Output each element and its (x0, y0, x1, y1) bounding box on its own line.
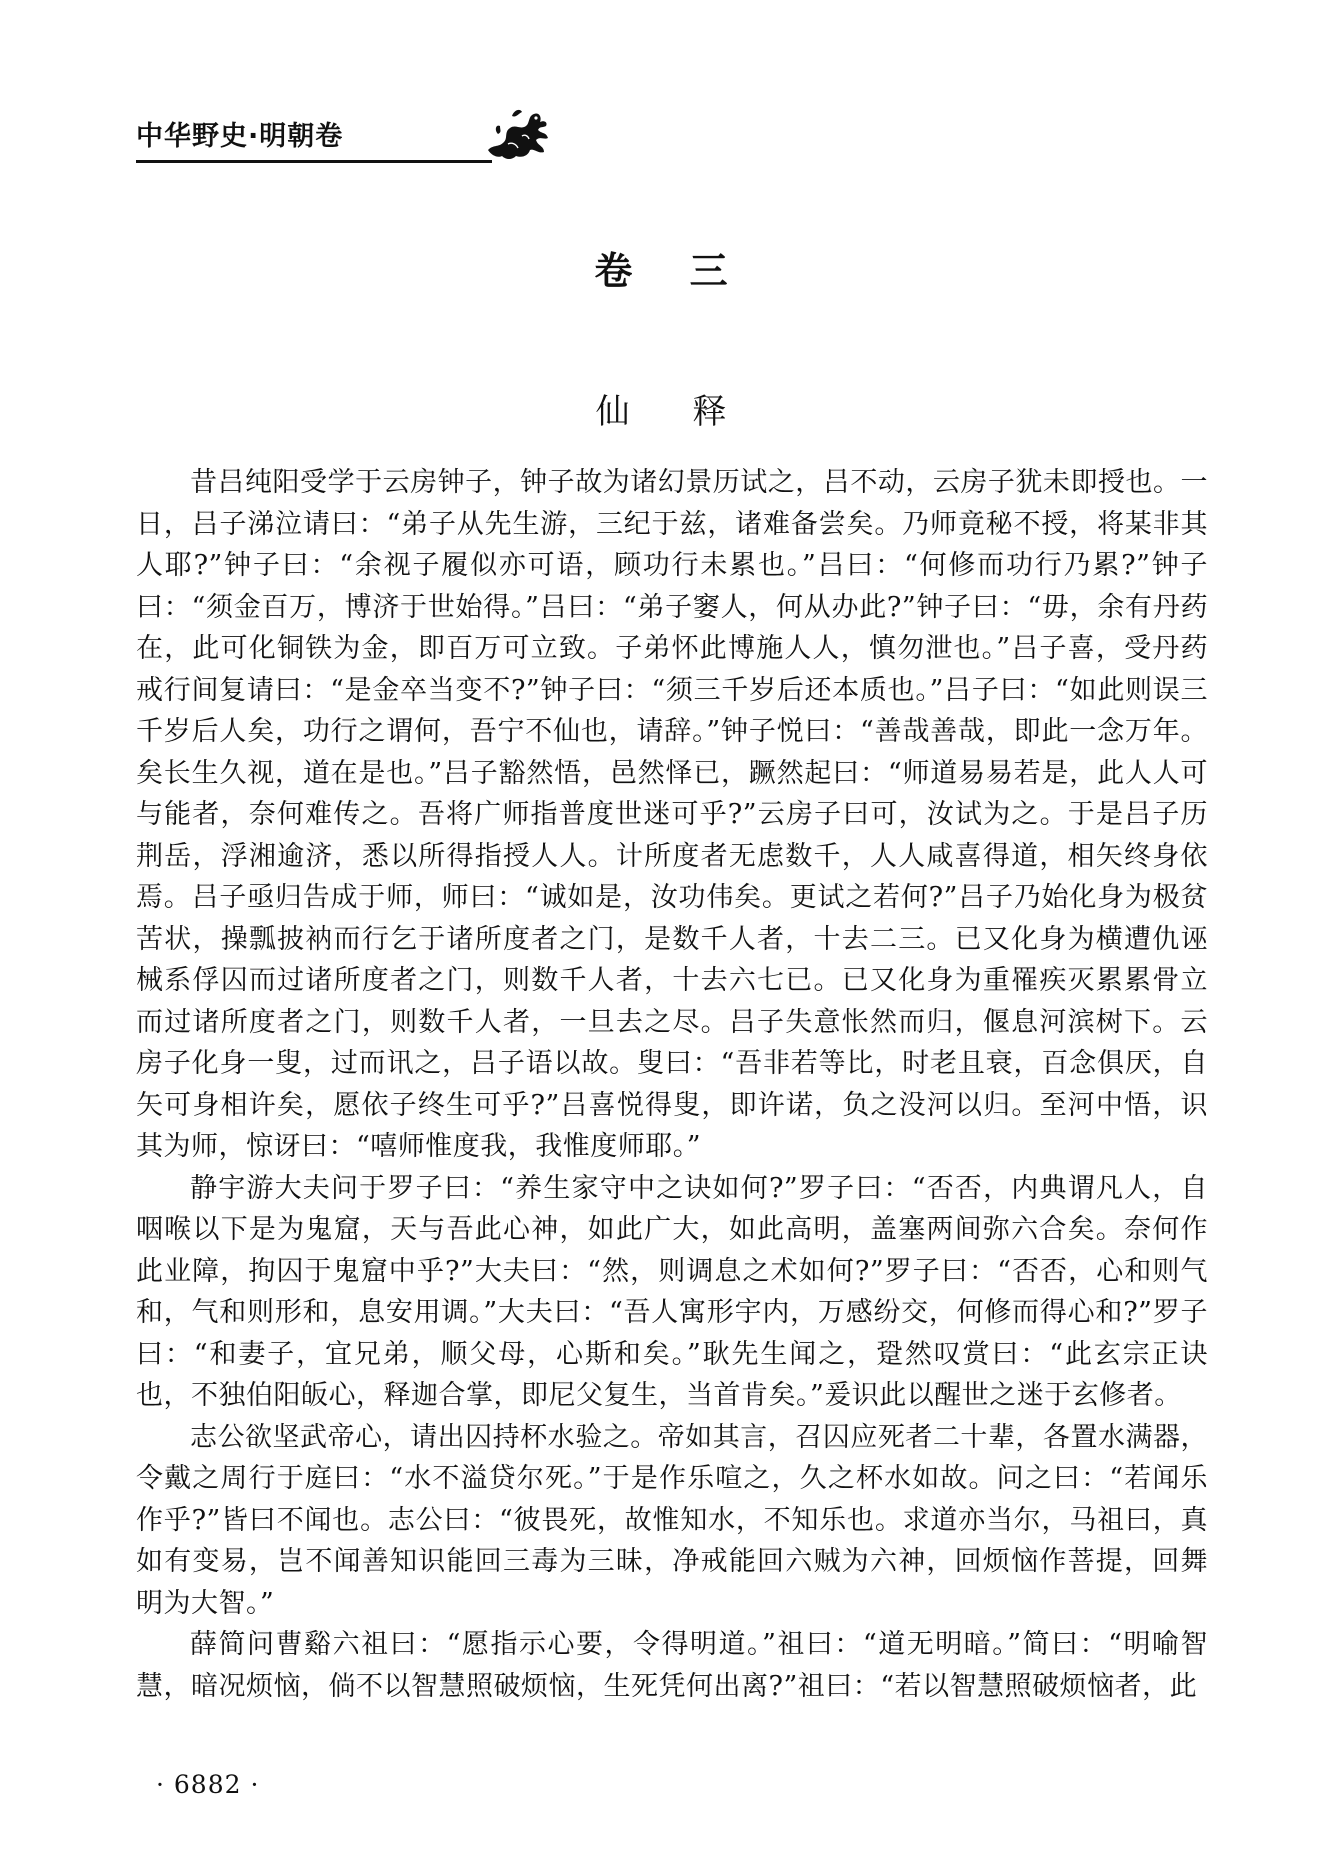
paragraph: 志公欲坚武帝心，请出囚持杯水验之。帝如其言，召囚应死者二十辈，各置水满器，令戴之周行于庭曰：“水不溢贷尔死。”于是作乐喧之，久之杯水如故。问之曰：“若闻乐作乎?”皆曰不闻也。志公曰：“彼畏死，故惟知水，不知乐也。求道亦当尔，马祖曰，真如有变易，岂不闻善知识能回三毒为三昧，净戒能回六贼为六神，回烦恼作菩提，回舞明为大智。” (136, 1421, 1208, 1619)
body-text (136, 462, 1208, 1707)
paragraph: 静宇游大夫问于罗子曰：“养生家守中之诀如何?”罗子曰：“否否，内典谓凡人，自咽喉以下是为鬼窟，天与吾此心神，如此广大，如此高明，盖塞两间弥六合矣。奈何作此业障，拘囚于鬼窟中乎?”大夫曰：“然，则调息之术如何?”罗子曰：“否否，心和则气和，气和则形和，息安用调。”大夫曰：“吾人寓形宇内，万感纷交，何修而得心和?”罗子曰：“和妻子，宜兄弟，顺父母，心斯和矣。”耿先生闻之，跫然叹赏曰：“此玄宗正诀也，不独伯阳皈心，释迦合掌，即尼父复生，当首肯矣。”爰识此以醒世之迷于玄修者。 (136, 1172, 1208, 1411)
running-header (136, 104, 556, 164)
chapter-title: 卷 三 (594, 249, 750, 293)
page-number: · 6882 · (156, 1770, 260, 1799)
section-title: 仙 释 (595, 392, 753, 432)
header-rule (136, 160, 492, 163)
book-title: 中华野史·明朝卷 (136, 121, 344, 152)
dragon-emblem-icon (482, 104, 556, 162)
paragraph: 昔吕纯阳受学于云房钟子，钟子故为诸幻景历试之，吕不动，云房子犹未即授也。一日，吕子涕泣请曰：“弟子从先生游，三纪于兹，诸难备尝矣。乃师竟秘不授，将某非其人耶?”钟子曰：“余视子履似亦可语，顾功行未累也。”吕曰：“何修而功行乃累?”钟子曰：“须金百万，博济于世始得。”吕曰：“弟子窭人，何从办此?”钟子曰：“毋，余有丹药在，此可化铜铁为金，即百万可立致。子弟怀此博施人人，慎勿泄也。”吕子喜，受丹药戒行间复请曰：“是金卒当变不?”钟子曰：“须三千岁后还本质也。”吕子曰：“如此则误三千岁后人矣，功行之谓何，吾宁不仙也，请辞。”钟子悦曰：“善哉善哉，即此一念万年。矣长生久视，道在是也。”吕子豁然悟，邑然怿已，蹶然起曰：“师道易易若是，此人人可与能者，奈何难传之。吾将广师指普度世迷可乎?”云房子曰可，汝试为之。于是吕子历荆岳，浮湘逾济，悉以所得指授人人。计所度者无虑数千，人人咸喜得道，相矢终身依焉。吕子亟归告成于师，师曰：“诚如是，汝功伟矣。更试之若何?”吕子乃始化身为极贫苦状，操瓢披衲而行乞于诸所度者之门，是数千人者，十去二三。已又化身为横遭仇诬械系俘囚而过诸所度者之门，则数千人者，十去六七已。已又化身为重罹疾灭累累骨立而过诸所度者之门，则数千人者，一旦去之尽。吕子失意怅然而归，偃息河滨树下。云房子化身一叟，过而讯之，吕子语以故。叟曰：“吾非若等比，时老且衰，百念俱厌，自矢可身相许矣，愿依子终生可乎?”吕喜悦得叟，即许诺，负之没河以归。至河中悟，识其为师，惊讶曰：“嘻师惟度我，我惟度师耶。” (136, 467, 1208, 1162)
paragraph: 薛简问曹谿六祖曰：“愿指示心要，令得明道。”祖曰：“道无明暗。”简曰：“明喻智慧，暗况烦恼，倘不以智慧照破烦恼，生死凭何出离?”祖曰：“若以智慧照破烦恼者，此 (136, 1629, 1208, 1702)
